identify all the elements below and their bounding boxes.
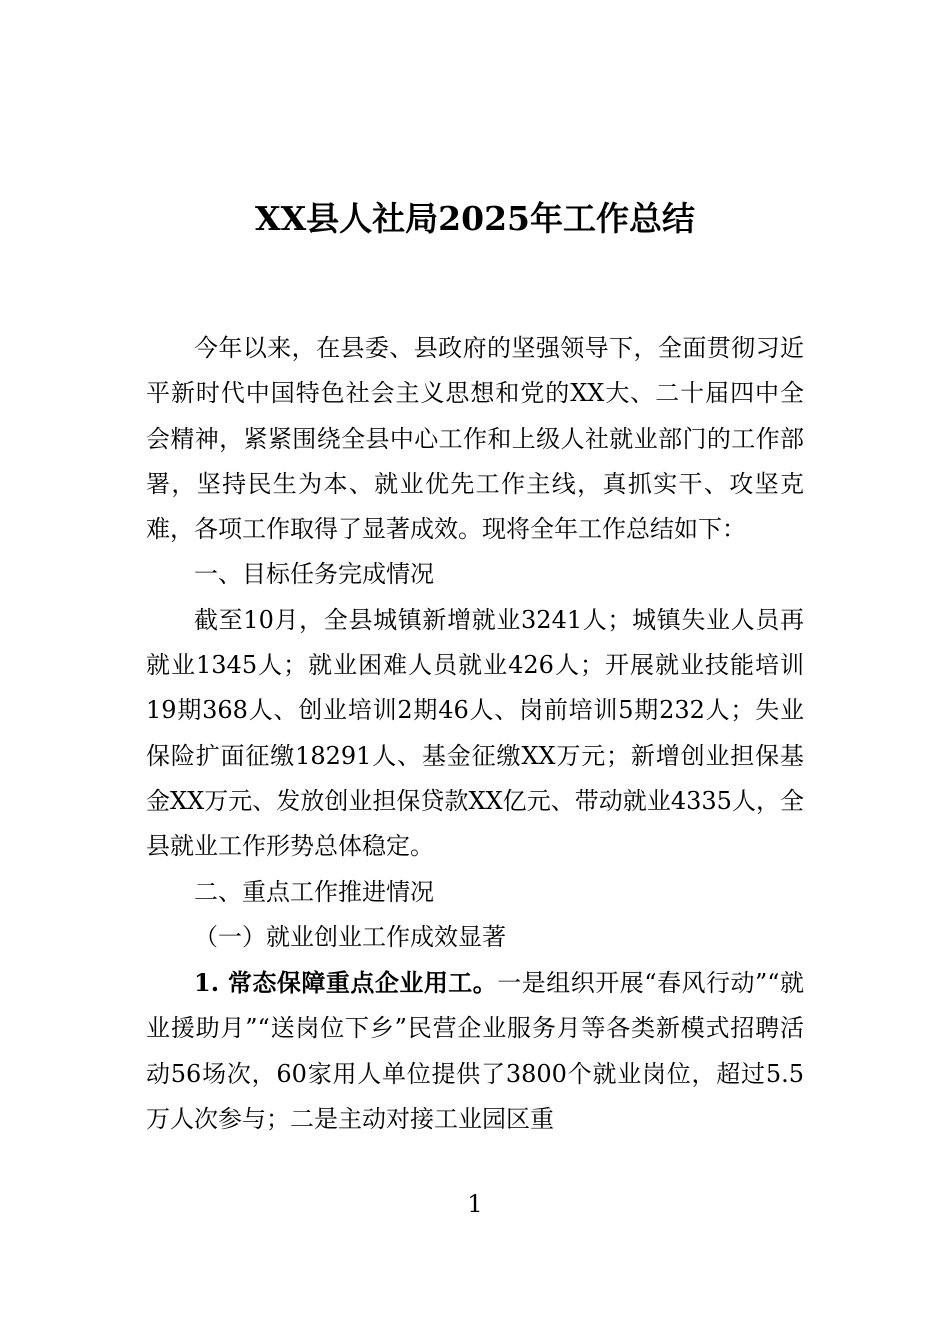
page-number: 1 [467,1190,483,1218]
section-1-paragraph: 截至10月，全县城镇新增就业3241人；城镇失业人员再就业1345人；就业困难人员就业426人；开展就业技能培训19期368人、创业培训2期46人、岗前培训5期232人；失业保险扩面征缴18291人、基金征缴XX万元；新增创业担保基金XX万元、发放创业担保贷款XX亿元、带动就业4335人，全县就业工作形势总体稳定。 [146,605,804,861]
section-2-heading: 二、重点工作推进情况 [194,877,434,906]
item-1-lead: 1. 常态保障重点企业用工。 [194,968,498,998]
section-1-heading: 一、目标任务完成情况 [194,560,434,589]
document-body [146,326,804,1142]
subsection-1-heading: （一）就业创业工作成效显著 [194,922,506,951]
intro-paragraph: 今年以来，在县委、县政府的坚强领导下，全面贯彻习近平新时代中国特色社会主义思想和党的XX大、二十届四中全会精神，紧紧围绕全县中心工作和上级人社就业部门的工作部署，坚持民生为本、就业优先工作主线，真抓实干、攻坚克难，各项工作取得了显著成效。现将全年工作总结如下： [146,334,804,544]
document-title: XX县人社局2025年工作总结 [254,199,696,238]
item-1-paragraph [146,960,804,1142]
item-1-body: 一是组织开展“春风行动”“就业援助月”“送岗位下乡”民营企业服务月等各类新模式招聘活动56场次，60家用人单位提供了3800个就业岗位，超过5.5万人次参与；二是主动对接工业园区重 [146,969,804,1134]
